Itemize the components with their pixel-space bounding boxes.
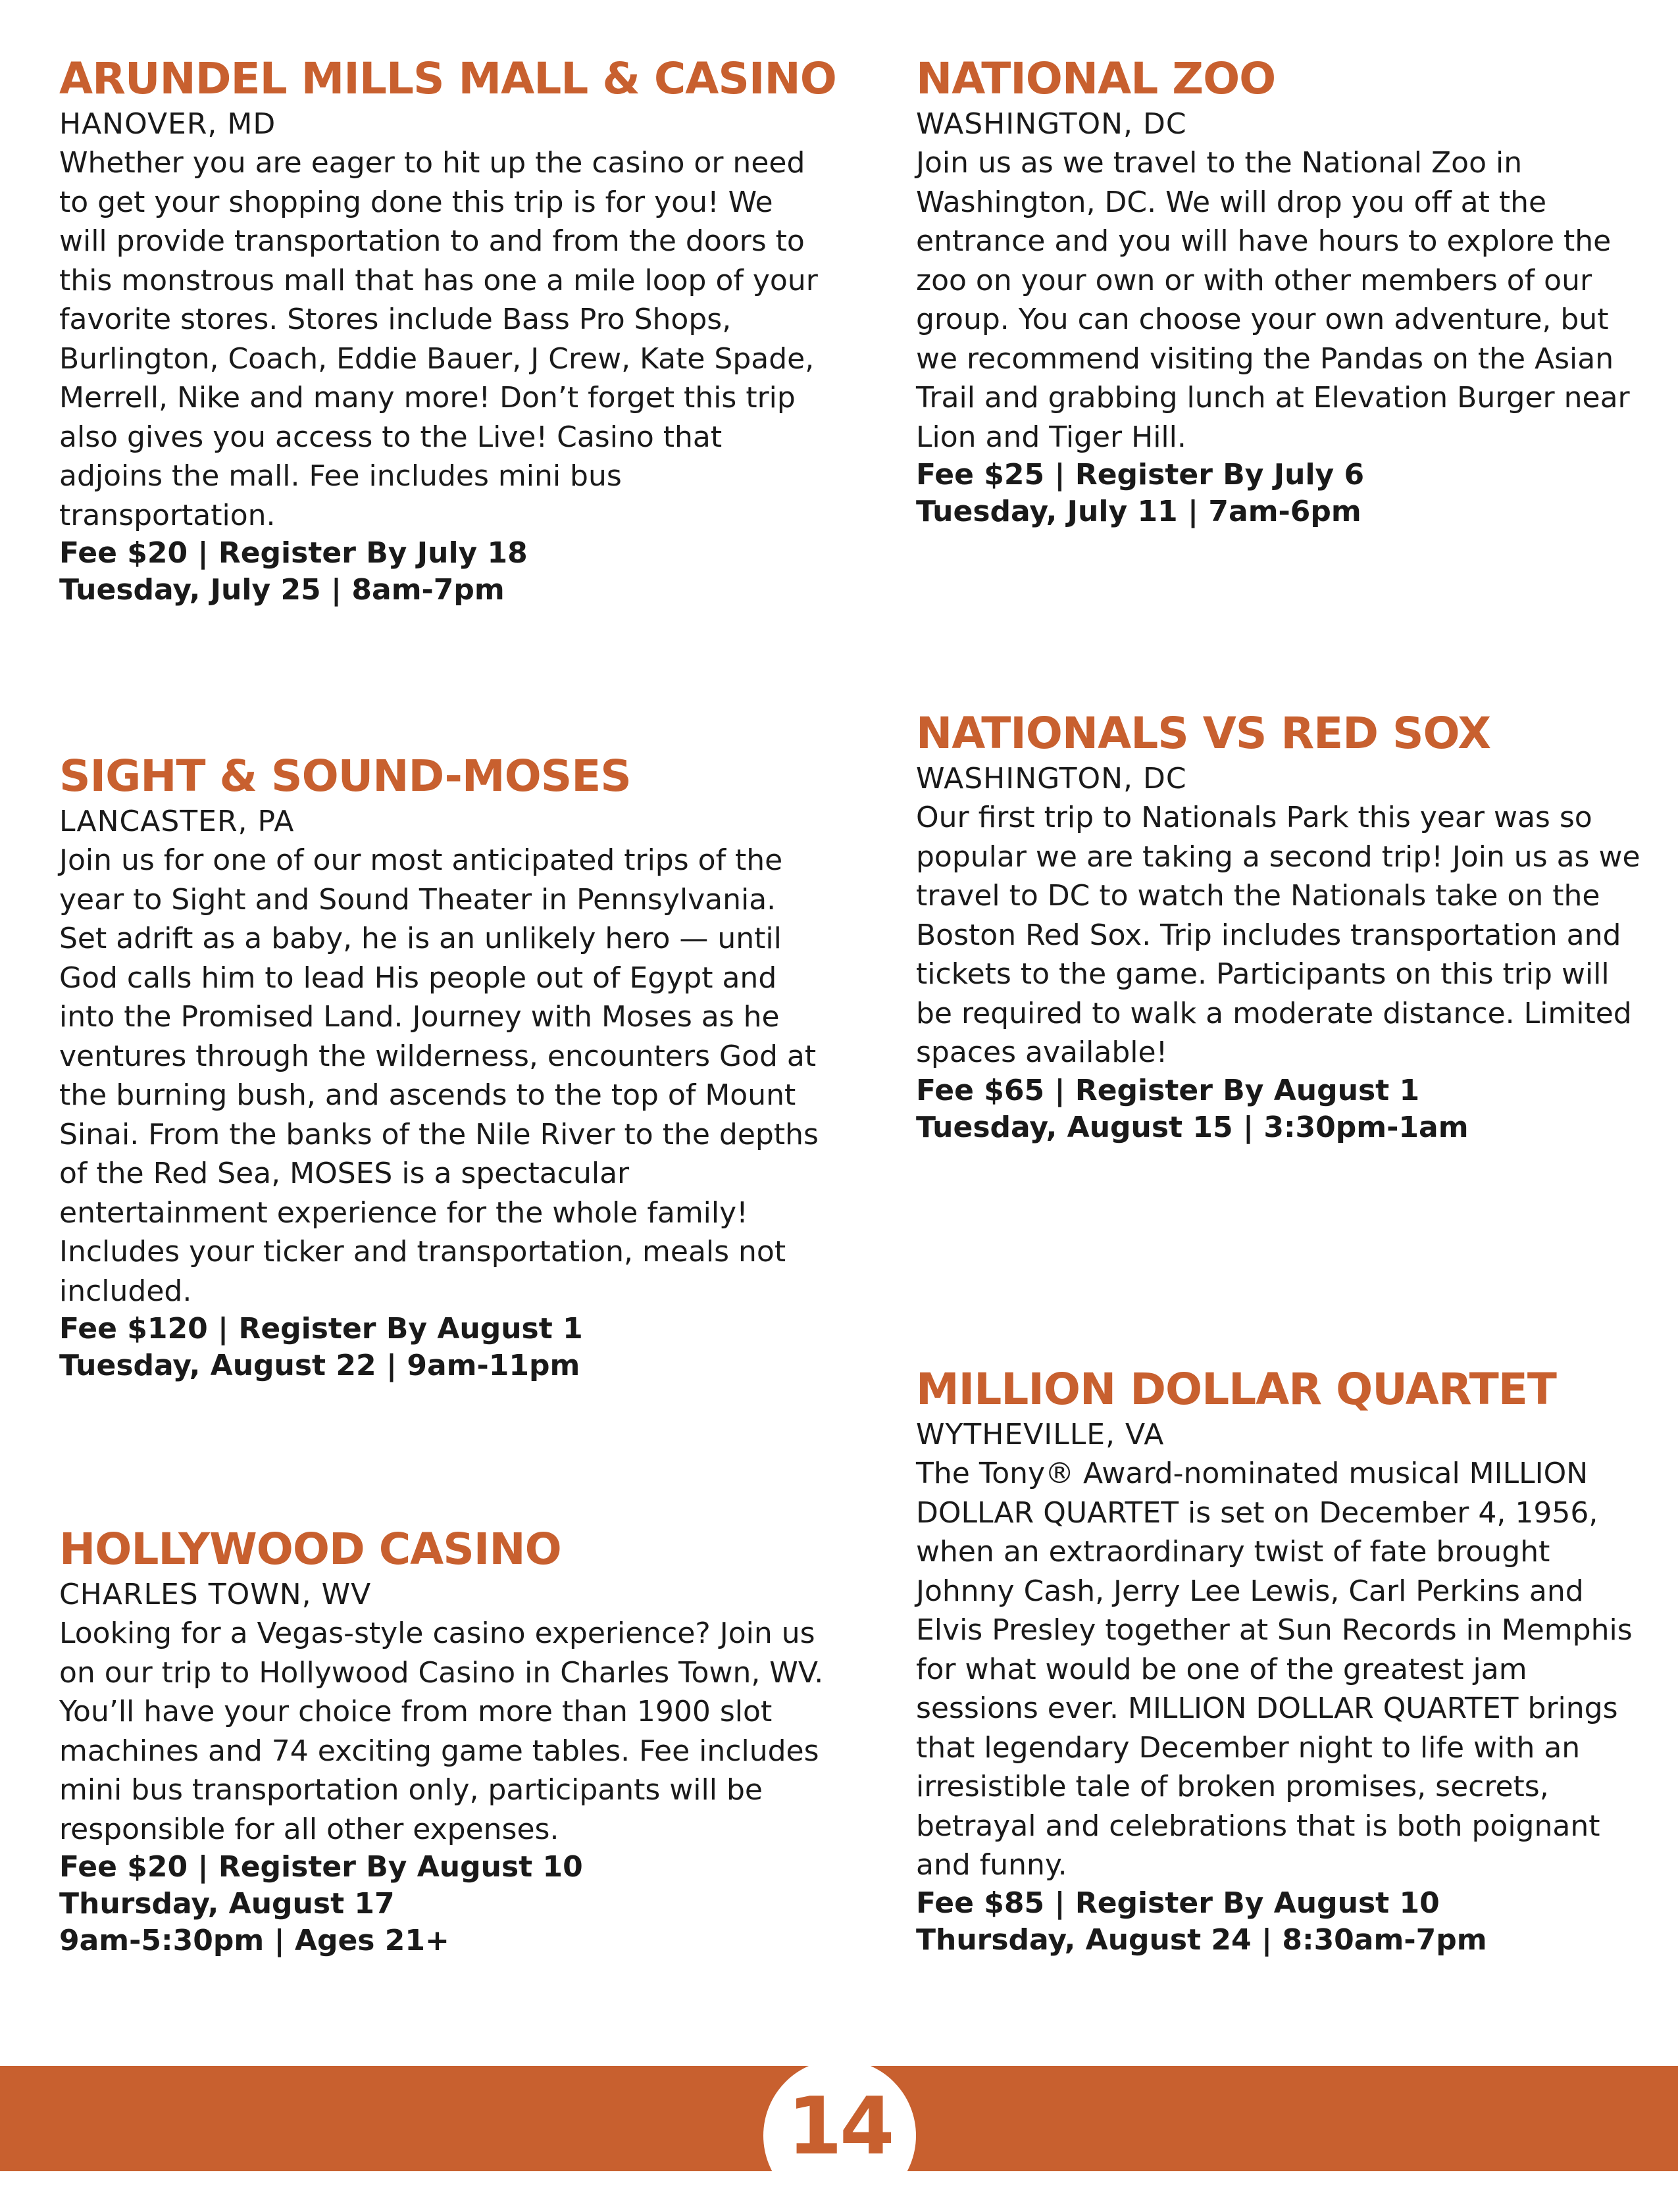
- trip-date: Tuesday, July 11 | 7am-6pm: [916, 495, 1361, 528]
- trip-date: Tuesday, August 22 | 9am-11pm: [59, 1349, 580, 1382]
- trip-location: HANOVER, MD: [59, 107, 276, 141]
- page-number-badge: [763, 2059, 916, 2212]
- trip-date: Thursday, August 17: [59, 1887, 395, 1921]
- trip-title: HOLLYWOOD CASINO: [59, 1524, 561, 1574]
- trip-description: Join us for one of our most anticipated trips of the year to Sight and Sound Theater in Pennsylvania. Set adrift as a baby, he is an unlikely hero — until God calls him to lead His people out of Egypt and into the Promised Land. Journey with Moses as he ventures through the wilderness, encounters God at the burning bush, and ascends to the top of Mount Sinai. From the banks of the Nile River to the depths of the Red Sea, MOSES is a spectacular entertainment experience for the whole family! Includes your ticker and transportation, meals not included.: [59, 843, 819, 1308]
- trip-fee: Fee $25 | Register By July 6: [916, 458, 1365, 491]
- trip-date: Tuesday, August 15 | 3:30pm-1am: [916, 1110, 1469, 1144]
- trip-fee: Fee $20 | Register By August 10: [59, 1850, 583, 1884]
- trip-date: Thursday, August 24 | 8:30am-7pm: [916, 1923, 1487, 1957]
- trip-description: The Tony® Award-nominated musical MILLION DOLLAR QUARTET is set on December 4, 1956, when an extraordinary twist of fate brought Johnny Cash, Jerry Lee Lewis, Carl Perkins and Elvis Presley together at Sun Records in Memphis for what would be one of the greatest jam sessions ever. MILLION DOLLAR QUARTET brings that legendary December night to life with an irresistible tale of broken promises, secrets, betrayal and celebrations that is both poignant and funny.: [916, 1457, 1633, 1882]
- trip-fee: Fee $65 | Register By August 1: [916, 1073, 1420, 1107]
- trip-title: NATIONAL ZOO: [916, 53, 1276, 104]
- trip-title: MILLION DOLLAR QUARTET: [916, 1364, 1556, 1415]
- trip-description: Join us as we travel to the National Zoo in Washington, DC. We will drop you off at the entrance and you will have hours to explore the zoo on your own or with other members of our group. You can choose your own adventure, but we recommend visiting the Pandas on the Asian Trail and grabbing lunch at Elevation Burger near Lion and Tiger Hill.: [916, 146, 1630, 454]
- trip-arundel-mills: [59, 53, 849, 609]
- trip-time: 9am-5:30pm | Ages 21+: [59, 1924, 449, 1957]
- trip-location: WASHINGTON, DC: [916, 107, 1187, 141]
- trip-fee: Fee $20 | Register By July 18: [59, 536, 528, 570]
- trip-date: Tuesday, July 25 | 8am-7pm: [59, 573, 505, 607]
- trip-description: Our first trip to Nationals Park this year was so popular we are taking a second trip! Join us as we travel to DC to watch the Nationals take on the Boston Red Sox. Trip includes transportation and tickets to the game. Participants on this trip will be required to walk a moderate distance. Limited spaces available!: [916, 801, 1640, 1069]
- trip-description: Looking for a Vegas-style casino experience? Join us on our trip to Hollywood Casino in Charles Town, WV. You’ll have your choice from more than 1900 slot machines and 74 exciting game tables. Fee includes mini bus transportation only, participants will be responsible for all other expenses.: [59, 1617, 824, 1846]
- trip-hollywood-casino: [59, 1523, 849, 1959]
- trip-title: SIGHT & SOUND-MOSES: [59, 751, 631, 801]
- trip-location: WASHINGTON, DC: [916, 762, 1187, 795]
- trip-title: NATIONALS VS RED SOX: [916, 708, 1491, 759]
- trip-location: LANCASTER, PA: [59, 805, 295, 838]
- trip-title: ARUNDEL MILLS MALL & CASINO: [59, 53, 836, 104]
- trip-location: CHARLES TOWN, WV: [59, 1578, 372, 1611]
- trip-description: Whether you are eager to hit up the casino or need to get your shopping done this trip is for you! We will provide transportation to and from the doors to this monstrous mall that has one a mile loop of your favorite stores. Stores include Bass Pro Shops, Burlington, Coach, Eddie Bauer, J Crew, Kate Spade, Merrell, Nike and many more! Don’t forget this trip also gives you access to the Live! Casino that adjoins the mall. Fee includes mini bus transportation.: [59, 146, 818, 532]
- trip-national-zoo: [916, 53, 1653, 530]
- trip-sight-sound: [59, 750, 849, 1384]
- trip-nationals-red-sox: [916, 707, 1653, 1146]
- trip-location: WYTHEVILLE, VA: [916, 1418, 1165, 1451]
- trip-fee: Fee $120 | Register By August 1: [59, 1312, 583, 1345]
- trip-fee: Fee $85 | Register By August 10: [916, 1886, 1440, 1920]
- page-number: 14: [787, 2081, 892, 2173]
- trip-million-dollar-quartet: [916, 1363, 1653, 1959]
